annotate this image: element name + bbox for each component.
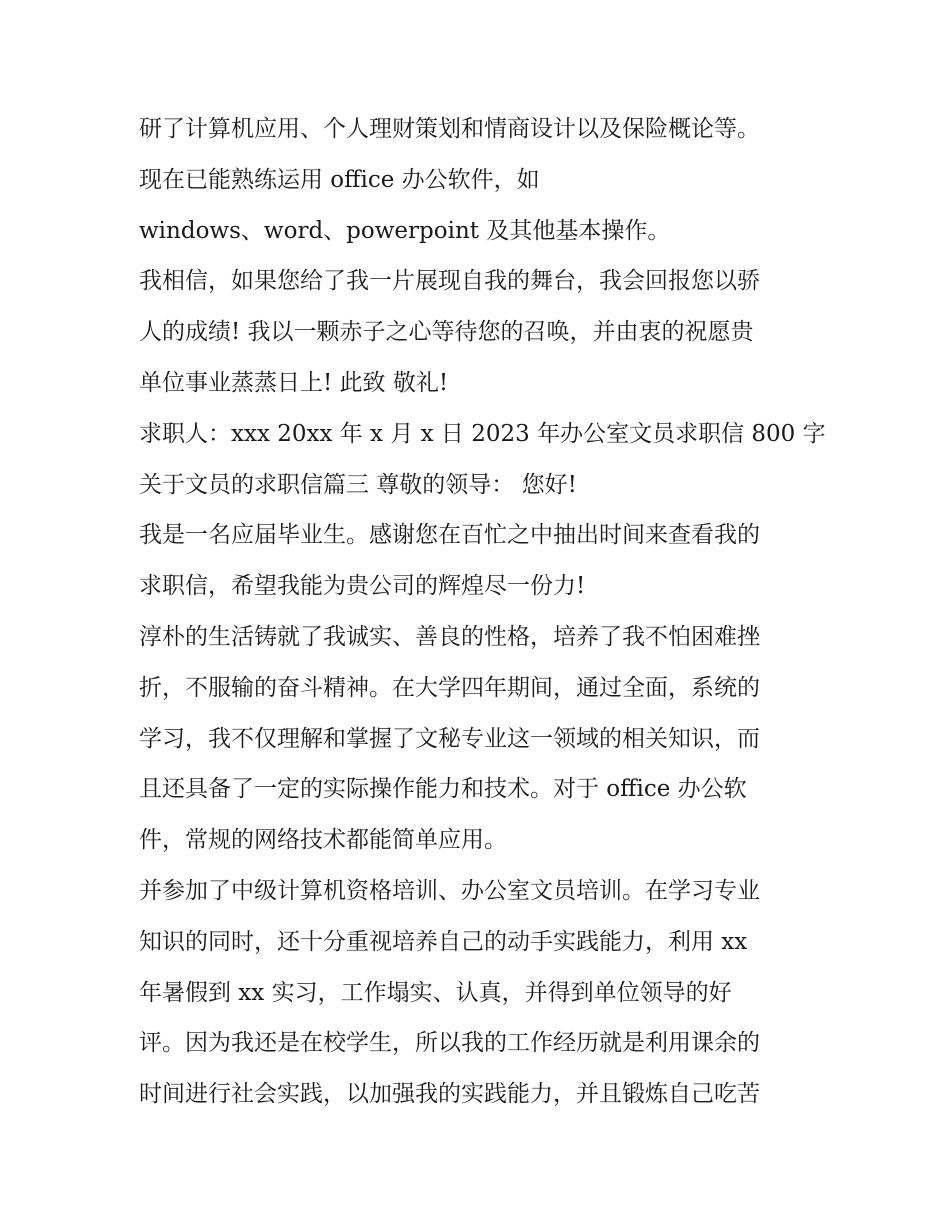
text-line: 学习，我不仅理解和掌握了文秘专业这一领域的相关知识，而	[139, 725, 760, 752]
text-line: 研了计算机应用、个人理财策划和情商设计以及保险概论等。	[139, 116, 760, 142]
text-line: 年暑假到 xx 实习，工作塌实、认真，并得到单位领导的好	[139, 979, 732, 1006]
text-line: 我相信，如果您给了我一片展现自我的舞台，我会回报您以骄	[139, 268, 760, 295]
text-line: 我是一名应届毕业生。感谢您在百忙之中抽出时间来查看我的	[139, 522, 760, 549]
letter-body	[139, 106, 826, 1122]
text-line: 单位事业蒸蒸日上! 此致 敬礼!	[139, 369, 449, 396]
text-line: 关于文员的求职信篇三 尊敬的领导： 您好!	[139, 471, 577, 498]
text-line: 件，常规的网络技术都能简单应用。	[139, 827, 507, 854]
text-line: 并参加了中级计算机资格培训、办公室文员培训。在学习专业	[139, 877, 760, 904]
text-line: 且还具备了一定的实际操作能力和技术。对于 office 办公软	[139, 776, 747, 803]
text-line: 求职信，希望我能为贵公司的辉煌尽一份力!	[139, 573, 586, 600]
text-line: 时间进行社会实践，以加强我的实践能力，并且锻炼自己吃苦	[139, 1081, 760, 1108]
text-line: 现在已能熟练运用 office 办公软件，如	[139, 166, 540, 193]
text-line: 知识的同时，还十分重视培养自己的动手实践能力，利用 xx	[139, 928, 748, 955]
text-line: windows、word、powerpoint 及其他基本操作。	[139, 217, 671, 244]
text-line: 人的成绩! 我以一颗赤子之心等待您的召唤，并由衷的祝愿贵	[139, 319, 754, 346]
text-line: 淳朴的生活铸就了我诚实、善良的性格，培养了我不怕困难挫	[139, 623, 760, 650]
text-line: 评。因为我还是在校学生，所以我的工作经历就是利用课余的	[139, 1030, 760, 1057]
text-line: 求职人：xxx 20xx 年 x 月 x 日 2023 年办公室文员求职信 800 字	[139, 420, 826, 447]
text-line: 折，不服输的奋斗精神。在大学四年期间，通过全面，系统的	[139, 674, 760, 701]
